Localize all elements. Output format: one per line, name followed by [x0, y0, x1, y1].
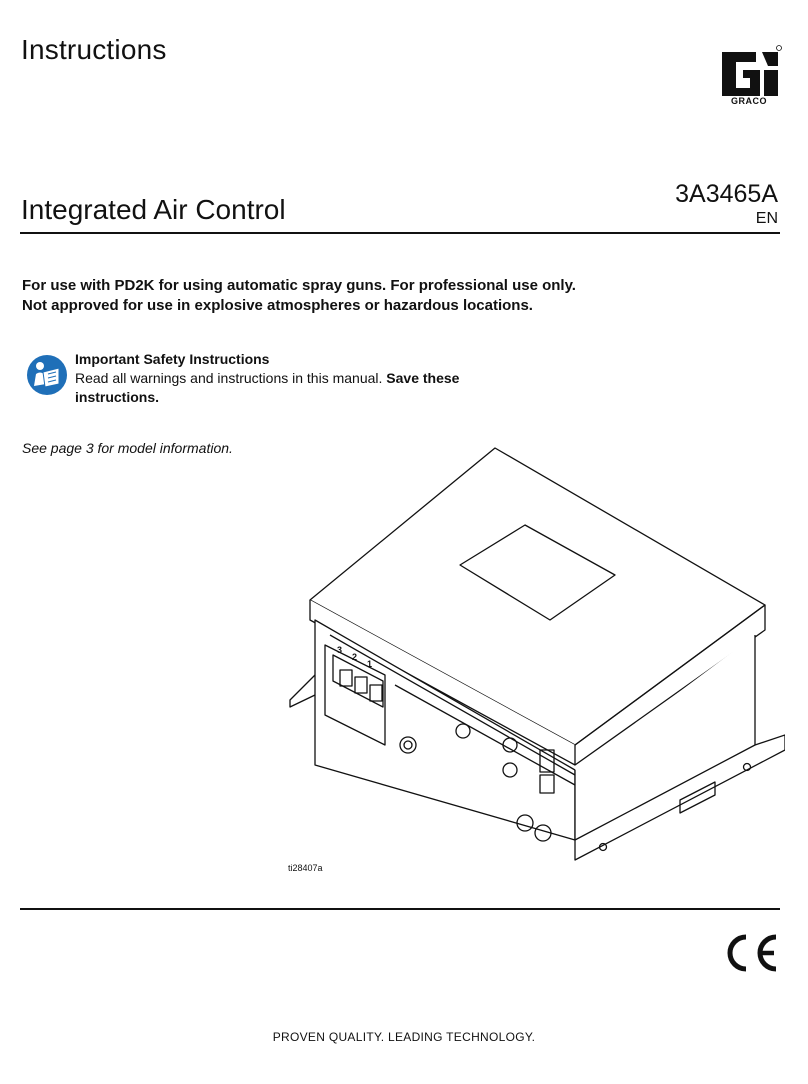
brand-name: GRACO: [731, 96, 767, 106]
intro-text: [22, 276, 576, 316]
footer-divider: [20, 908, 780, 910]
model-info-note: See page 3 for model information.: [22, 440, 233, 456]
figure-id: ti28407a: [288, 863, 323, 873]
port-label-2: 2: [352, 652, 358, 662]
safety-emphasis: Save these instructions.: [75, 370, 460, 405]
safety-heading: Important Safety Instructions: [75, 351, 270, 367]
safety-notice: [75, 350, 505, 407]
document-number: 3A3465A: [675, 180, 778, 208]
language-code: EN: [755, 210, 778, 227]
title-divider: [20, 232, 780, 234]
intro-line-2: Not approved for use in explosive atmospheres or hazardous locations.: [22, 297, 533, 314]
page-title: Integrated Air Control: [21, 194, 286, 225]
intro-line-1: For use with PD2K for using automatic spray guns. For professional use only.: [22, 277, 576, 294]
safety-body: [75, 369, 505, 407]
port-label-3: 3: [337, 645, 343, 655]
document-type: Instructions: [21, 34, 167, 65]
read-manual-icon: [26, 354, 68, 396]
safety-body-text: Read all warnings and instructions in this manual.: [75, 370, 387, 386]
ce-mark-icon: [722, 933, 780, 973]
footer-tagline: PROVEN QUALITY. LEADING TECHNOLOGY.: [272, 1030, 536, 1044]
port-label-1: 1: [367, 659, 373, 669]
integrated-air-control-illustration: [285, 445, 785, 870]
